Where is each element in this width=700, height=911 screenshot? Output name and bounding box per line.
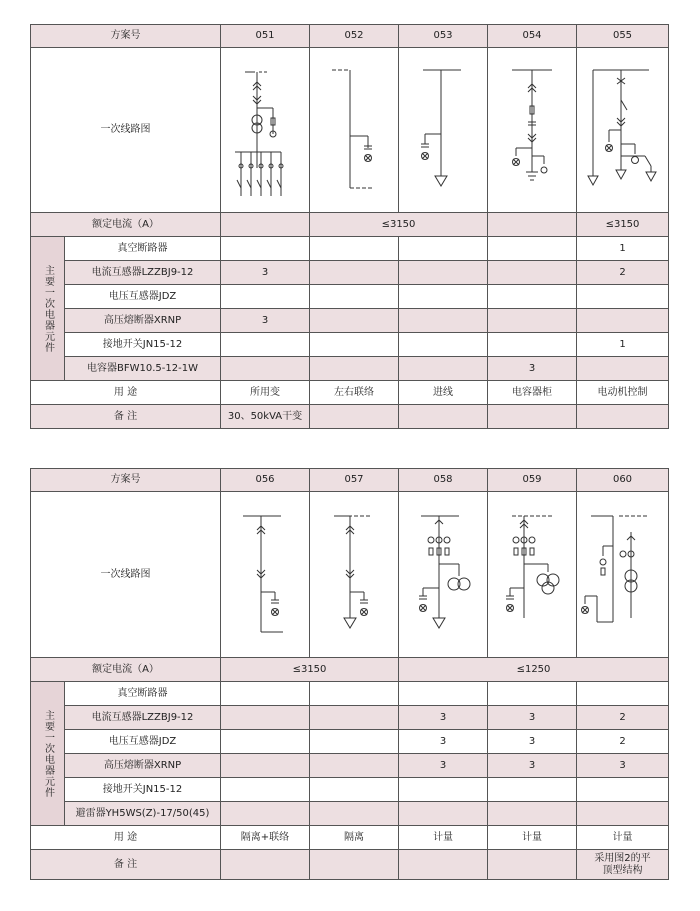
rated-current-value (488, 213, 577, 237)
component-qty (221, 754, 310, 778)
rated-current-label: 额定电流（A） (31, 658, 221, 682)
component-name: 电容器BFW10.5-12-1W (65, 357, 221, 381)
component-name: 电流互感器LZZBJ9-12 (65, 706, 221, 730)
component-qty (399, 682, 488, 706)
scheme-number: 056 (221, 469, 310, 492)
remarks-value (310, 405, 399, 429)
component-qty (221, 285, 310, 309)
remarks-value: 采用图2的平顶型结构 (577, 850, 669, 880)
component-qty (577, 285, 669, 309)
component-qty: 3 (488, 706, 577, 730)
component-name: 接地开关JN15-12 (65, 778, 221, 802)
component-qty (488, 778, 577, 802)
circuit-diagram-059 (488, 492, 577, 658)
remarks-value (399, 405, 488, 429)
component-qty (310, 261, 399, 285)
diagram-label: 一次线路图 (31, 48, 221, 213)
component-qty: 3 (221, 261, 310, 285)
scheme-table-1 (30, 24, 669, 429)
scheme-number: 059 (488, 469, 577, 492)
circuit-diagram-057 (310, 492, 399, 658)
usage-label: 用 途 (31, 381, 221, 405)
component-qty (577, 682, 669, 706)
component-qty: 3 (488, 357, 577, 381)
component-qty (310, 730, 399, 754)
component-qty: 3 (577, 754, 669, 778)
components-side-label: 主要一次电器元件 (31, 237, 65, 381)
component-name: 真空断路器 (65, 237, 221, 261)
component-qty: 3 (399, 706, 488, 730)
rated-current-value: ≤3150 (577, 213, 669, 237)
component-qty (399, 285, 488, 309)
remarks-value (488, 850, 577, 880)
component-qty (310, 682, 399, 706)
rated-current-value (221, 213, 310, 237)
component-qty (488, 285, 577, 309)
rated-current-label: 额定电流（A） (31, 213, 221, 237)
remarks-value (399, 850, 488, 880)
component-qty: 2 (577, 706, 669, 730)
circuit-diagram-051 (221, 48, 310, 213)
rated-current-value: ≤3150 (310, 213, 488, 237)
circuit-diagram-056 (221, 492, 310, 658)
usage-value: 电动机控制 (577, 381, 669, 405)
header-label: 方案号 (31, 25, 221, 48)
component-qty (399, 309, 488, 333)
component-qty (221, 730, 310, 754)
component-qty (577, 309, 669, 333)
component-qty: 1 (577, 333, 669, 357)
scheme-number: 060 (577, 469, 669, 492)
remarks-value (221, 850, 310, 880)
component-qty (310, 706, 399, 730)
usage-value: 左右联络 (310, 381, 399, 405)
scheme-number: 055 (577, 25, 669, 48)
component-name: 真空断路器 (65, 682, 221, 706)
component-qty: 3 (488, 754, 577, 778)
component-name: 电流互感器LZZBJ9-12 (65, 261, 221, 285)
component-qty (399, 802, 488, 826)
components-side-label: 主要一次电器元件 (31, 682, 65, 826)
component-qty (221, 237, 310, 261)
component-qty: 2 (577, 261, 669, 285)
scheme-table-2 (30, 468, 669, 880)
component-qty (221, 778, 310, 802)
component-qty (310, 333, 399, 357)
component-qty (221, 802, 310, 826)
component-qty (488, 309, 577, 333)
component-qty (221, 706, 310, 730)
component-qty (310, 237, 399, 261)
usage-value: 计量 (577, 826, 669, 850)
component-qty (577, 778, 669, 802)
component-name: 避雷器YH5WS(Z)-17/50(45) (65, 802, 221, 826)
component-qty (310, 285, 399, 309)
component-qty (221, 682, 310, 706)
remarks-value (577, 405, 669, 429)
component-qty (399, 237, 488, 261)
remarks-label: 备 注 (31, 850, 221, 880)
usage-value: 所用变 (221, 381, 310, 405)
component-name: 电压互感器JDZ (65, 730, 221, 754)
component-qty: 2 (577, 730, 669, 754)
scheme-number: 058 (399, 469, 488, 492)
usage-value: 进线 (399, 381, 488, 405)
circuit-diagram-053 (399, 48, 488, 213)
component-qty: 3 (488, 730, 577, 754)
remarks-value (310, 850, 399, 880)
usage-value: 隔离 (310, 826, 399, 850)
scheme-number: 057 (310, 469, 399, 492)
rated-current-value: ≤1250 (399, 658, 669, 682)
component-qty (310, 802, 399, 826)
header-label: 方案号 (31, 469, 221, 492)
scheme-number: 052 (310, 25, 399, 48)
remarks-label: 备 注 (31, 405, 221, 429)
circuit-diagram-058 (399, 492, 488, 658)
scheme-number: 051 (221, 25, 310, 48)
component-qty: 3 (399, 754, 488, 778)
component-qty (310, 778, 399, 802)
component-qty (310, 754, 399, 778)
scheme-number: 053 (399, 25, 488, 48)
component-name: 高压熔断器XRNP (65, 754, 221, 778)
component-name: 电压互感器JDZ (65, 285, 221, 309)
circuit-diagram-052 (310, 48, 399, 213)
component-qty (399, 333, 488, 357)
component-name: 高压熔断器XRNP (65, 309, 221, 333)
usage-value: 计量 (488, 826, 577, 850)
component-qty (577, 357, 669, 381)
remarks-value (488, 405, 577, 429)
circuit-diagram-054 (488, 48, 577, 213)
usage-label: 用 途 (31, 826, 221, 850)
component-qty (399, 261, 488, 285)
component-qty (221, 357, 310, 381)
component-qty: 3 (221, 309, 310, 333)
remarks-value: 30、50kVA干变 (221, 405, 310, 429)
circuit-diagram-060 (577, 492, 669, 658)
rated-current-value: ≤3150 (221, 658, 399, 682)
component-qty: 1 (577, 237, 669, 261)
component-qty (221, 333, 310, 357)
component-qty (399, 778, 488, 802)
component-qty (488, 333, 577, 357)
component-qty (310, 309, 399, 333)
usage-value: 计量 (399, 826, 488, 850)
component-qty (399, 357, 488, 381)
component-qty (488, 261, 577, 285)
component-qty (488, 682, 577, 706)
component-qty (310, 357, 399, 381)
component-qty (488, 237, 577, 261)
scheme-number: 054 (488, 25, 577, 48)
component-name: 接地开关JN15-12 (65, 333, 221, 357)
usage-value: 隔离+联络 (221, 826, 310, 850)
circuit-diagram-055 (577, 48, 669, 213)
component-qty: 3 (399, 730, 488, 754)
component-qty (488, 802, 577, 826)
usage-value: 电容器柜 (488, 381, 577, 405)
diagram-label: 一次线路图 (31, 492, 221, 658)
component-qty (577, 802, 669, 826)
